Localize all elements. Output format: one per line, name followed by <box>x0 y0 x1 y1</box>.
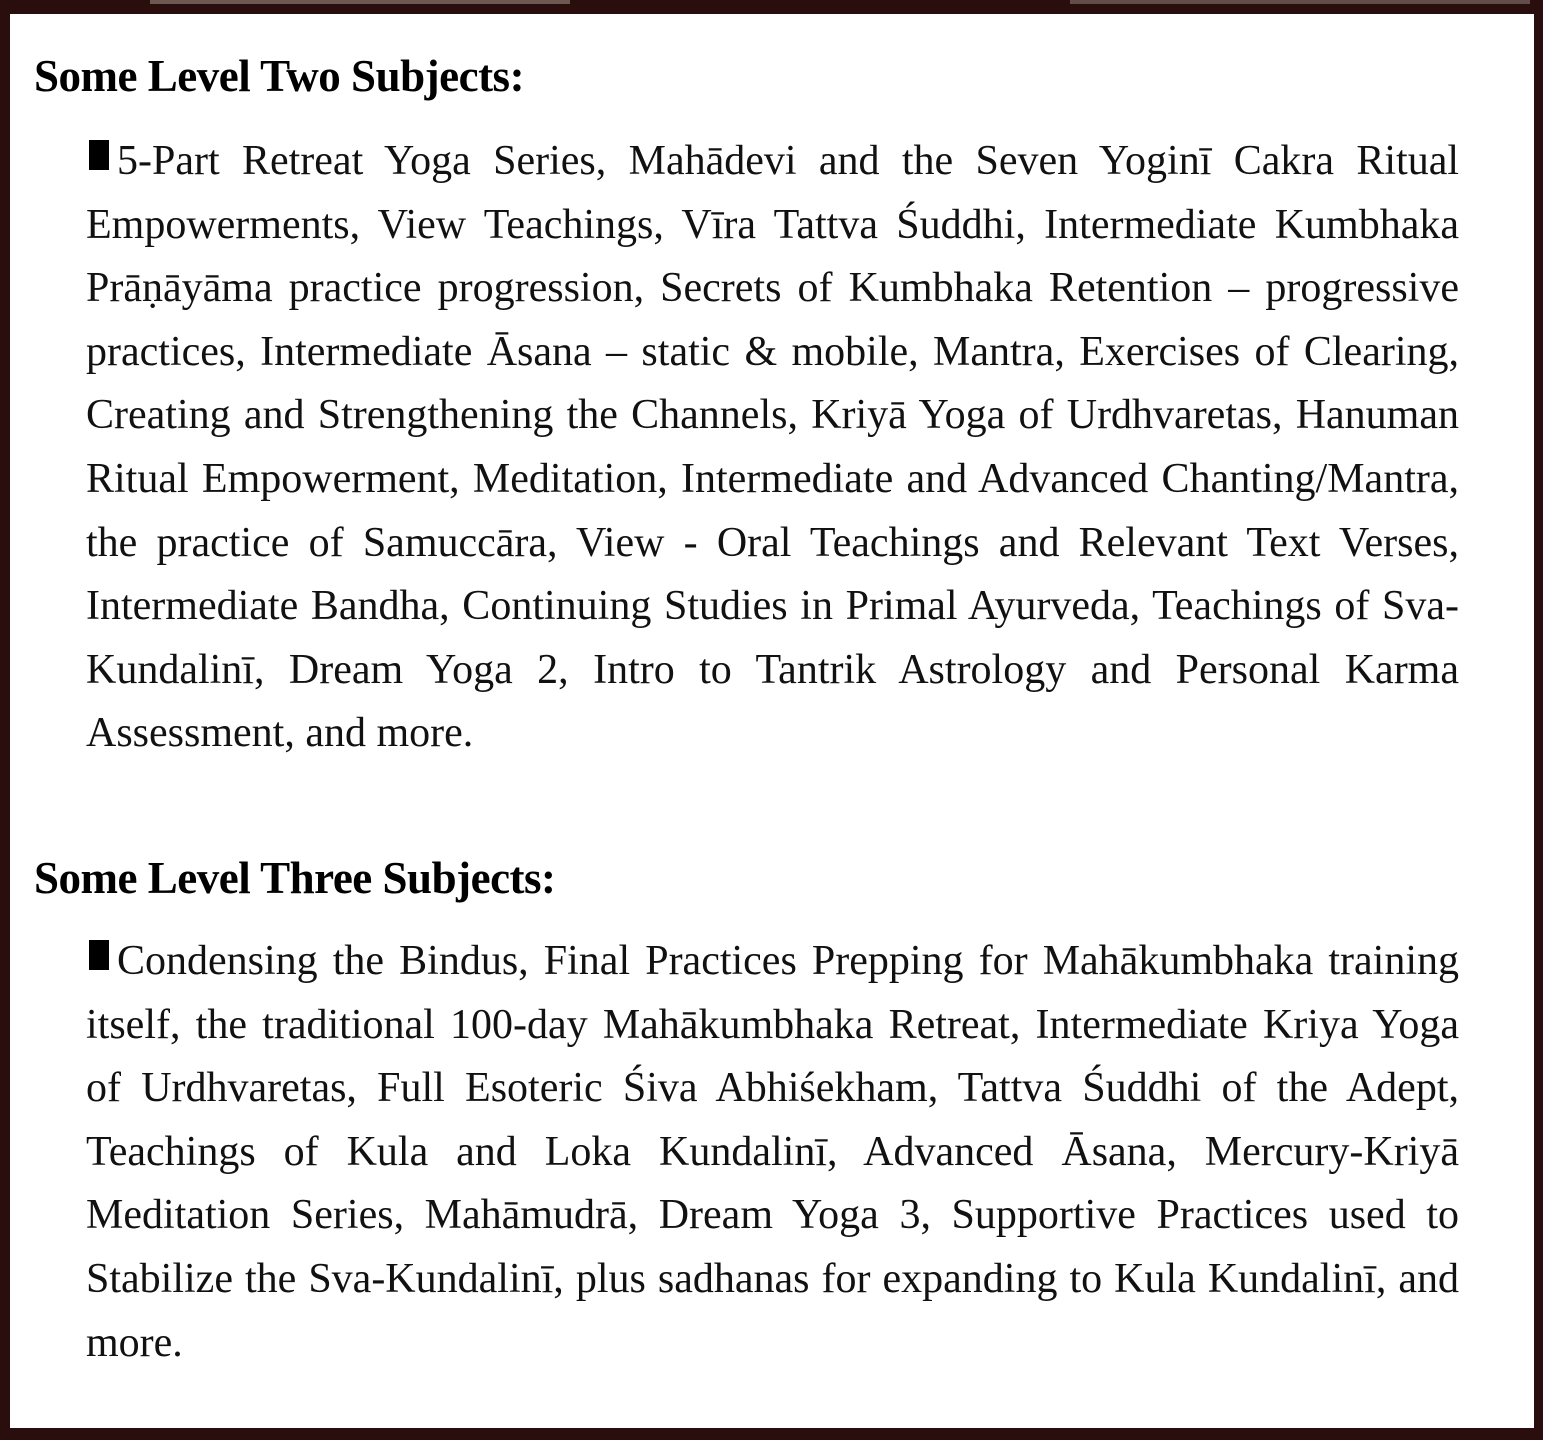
square-bullet-icon <box>89 140 109 170</box>
level-two-subjects-text: 5-Part Retreat Yoga Series, Mahādevi and the Seven Yoginī Cakra Ritual Empowerments, View Teachings, Vīra Tattva Śuddhi, Intermediate Kumbhaka Prāṇāyāma practice progression, Secrets of Kumbhaka Retention – progressive practices, Intermediate Āsana – static & mobile, Mantra, Exercises of Clearing, Creating and Strengthening the Channels, Kriyā Yoga of Urdhvaretas, Hanuman Ritual Empowerment, Meditation, Intermediate and Advanced Chanting/Mantra, the practice of Samuccāra, View - Oral Teachings and Relevant Text Verses, Intermediate Bandha, Continuing Studies in Primal Ayurveda, Teachings of Sva-Kundalinī, Dream Yoga 2, Intro to Tantrik Astrology and Personal Karma Assessment, and more. <box>86 138 1459 757</box>
level-two-heading: Some Level Two Subjects: <box>34 51 525 101</box>
level-three-subjects-text: Condensing the Bindus, Final Practices Prepping for Mahākumbhaka training itself, the traditional 100-day Mahākumbhaka Retreat, Intermediate Kriya Yoga of Urdhvaretas, Full Esoteric Śiva Abhiśekham, Tattva Śuddhi of the Adept, Teachings of Kula and Loka Kundalinī, Advanced Āsana, Mercury-Kriyā Meditation Series, Mahāmudrā, Dream Yoga 3, Supportive Practices used to Stabilize the Sva-Kundalinī, plus sadhanas for expanding to Kula Kundalinī, and more. <box>86 938 1459 1366</box>
content-panel <box>10 14 1534 1428</box>
top-image-strip-left <box>150 0 570 4</box>
top-image-strip-right <box>1070 0 1530 4</box>
level-two-paragraph <box>86 130 1459 766</box>
level-three-heading: Some Level Three Subjects: <box>34 853 556 903</box>
level-three-paragraph <box>86 930 1459 1375</box>
square-bullet-icon <box>89 940 109 970</box>
